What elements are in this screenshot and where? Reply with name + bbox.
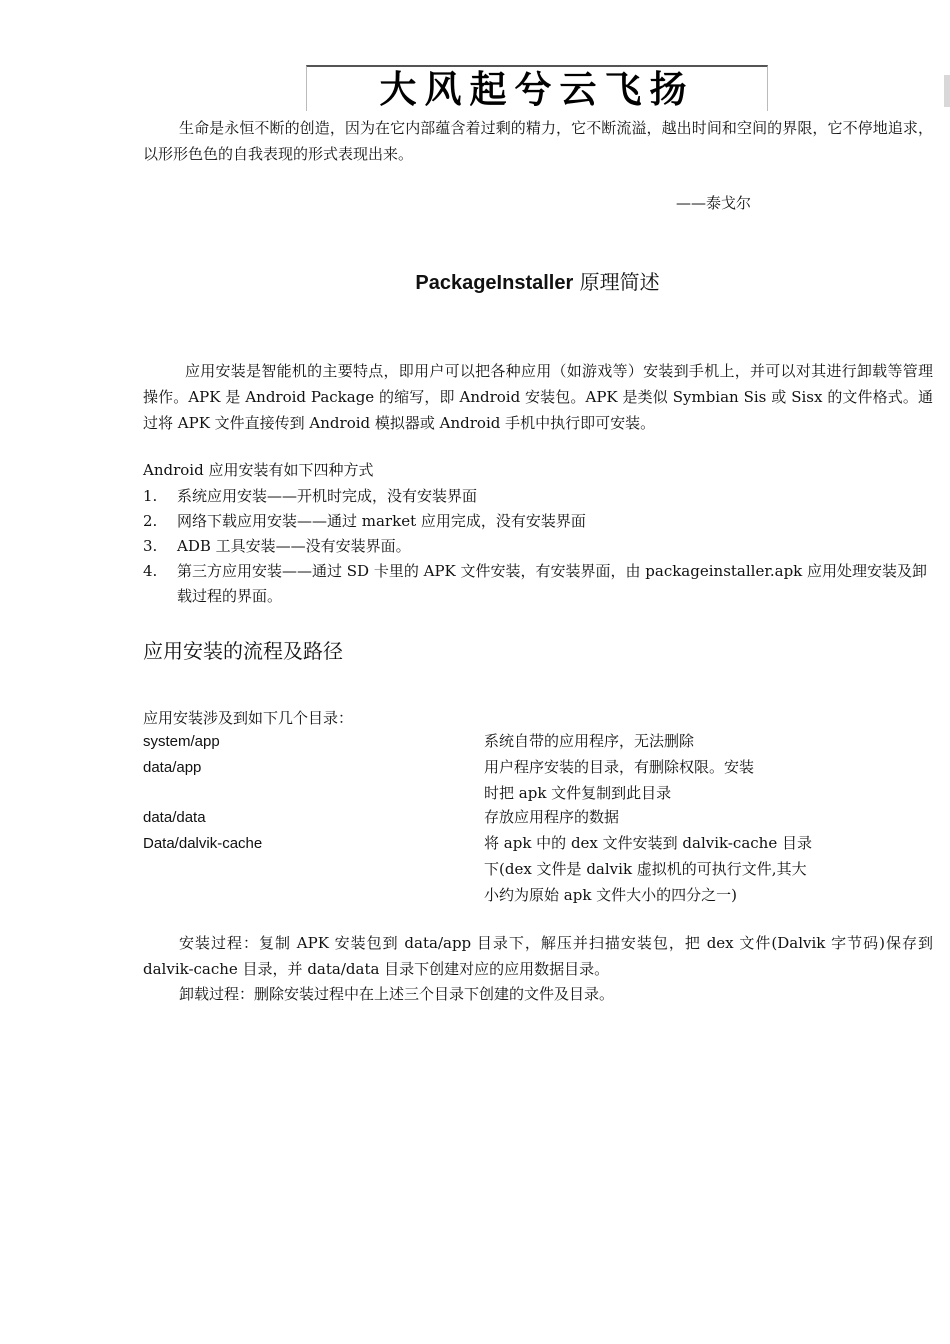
epigraph-text: 生命是永恒不断的创造，因为在它内部蕴含着过剩的精力，它不断流溢，越出时间和空间的界限，它不停地追求，以形形色色的自我表现的形式表现出来。 xyxy=(143,119,933,163)
dir-description: 系统自带的应用程序，无法删除 xyxy=(484,732,695,750)
epigraph-source: ——泰戈尔 xyxy=(676,194,752,212)
list-text: 网络下载应用安装——通过 market 应用完成，没有安装界面 xyxy=(177,512,586,530)
dir-description: 将 apk 中的 dex 文件安装到 dalvik-cache 目录下(dex 文件是 dalvik 虚拟机的可执行文件,其大小约为原始 apk 文件大小的四分之一) xyxy=(484,834,812,904)
list-text: 系统应用安装——开机时完成，没有安装界面 xyxy=(177,487,478,505)
list-text: ADB 工具安装——没有安装界面。 xyxy=(177,537,411,555)
install-process: 安装过程：复制 APK 安装包到 data/app 目录下，解压并扫描安装包，把 dex 文件(Dalvik 字节码)保存到 dalvik-cache 目录，并 data/data 目录下创建对应的应用数据目录。 xyxy=(143,934,933,978)
title-english: PackageInstaller xyxy=(415,272,574,294)
list-item xyxy=(143,559,933,609)
dir-path: Data/dalvik-cache xyxy=(143,835,263,852)
list-number: 2. xyxy=(143,512,158,530)
calligraphy-banner xyxy=(306,65,768,111)
dir-description: 存放应用程序的数据 xyxy=(484,808,620,826)
list-text: 第三方应用安装——通过 SD 卡里的 APK 文件安装，有安装界面，由 packageinstaller.apk 应用处理安装及卸载过程的界面。 xyxy=(177,562,928,605)
banner-text: 大风起兮云飞扬 xyxy=(379,67,695,111)
methods-heading: Android 应用安装有如下四种方式 xyxy=(143,461,374,479)
list-item xyxy=(143,484,933,509)
methods-list xyxy=(143,484,933,609)
dir-path: data/data xyxy=(143,809,206,826)
list-number: 1. xyxy=(143,487,158,505)
dir-description: 用户程序安装的目录，有删除权限。安装时把 apk 文件复制到此目录 xyxy=(484,758,755,802)
list-item xyxy=(143,509,933,534)
list-number: 3. xyxy=(143,537,158,555)
list-number: 4. xyxy=(143,562,158,580)
uninstall-process: 卸载过程：删除安装过程中在上述三个目录下创建的文件及目录。 xyxy=(179,985,615,1003)
list-item xyxy=(143,534,933,559)
dir-path: data/app xyxy=(143,759,202,776)
section-heading: 应用安装的流程及路径 xyxy=(143,639,343,663)
intro-paragraph: 应用安装是智能机的主要特点，即用户可以把各种应用（如游戏等）安装到手机上，并可以对其进行卸载等管理操作。APK 是 Android Package 的缩写，即 Android 安装包。APK 是类似 Symbian Sis 或 Sisx 的文件格式。通过将 APK 文件直接传到 Android 模拟器或 Android 手机中执行即可安装。 xyxy=(143,362,933,432)
document-title xyxy=(0,267,950,298)
page-edge-mark xyxy=(944,75,950,107)
dirs-intro: 应用安装涉及到如下几个目录： xyxy=(143,709,354,727)
dir-path: system/app xyxy=(143,733,220,750)
title-chinese: 原理简述 xyxy=(579,270,660,294)
